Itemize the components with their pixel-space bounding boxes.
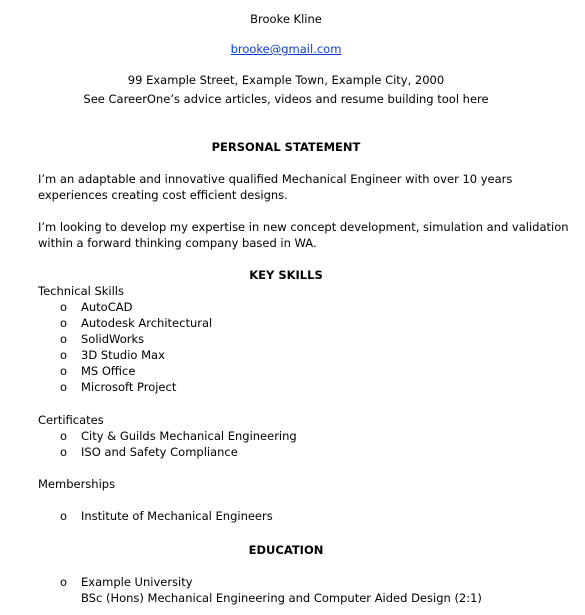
bullet-icon: o bbox=[60, 575, 68, 589]
certificate-item: City & Guilds Mechanical Engineering bbox=[81, 429, 297, 443]
bullet-icon: o bbox=[60, 348, 68, 362]
skill-item: 3D Studio Max bbox=[81, 348, 165, 362]
address: 99 Example Street, Example Town, Example City, 2000 bbox=[127, 73, 445, 87]
skill-item: Autodesk Architectural bbox=[81, 316, 213, 330]
skill-item: AutoCAD bbox=[81, 300, 133, 314]
statement-para2-line2: within a forward thinking company based in WA. bbox=[38, 236, 317, 250]
statement-para2-line1: I’m looking to develop my expertise in new concept development, simulation and validation bbox=[38, 220, 569, 234]
statement-para1-line1: I’m an adaptable and innovative qualified Mechanical Engineer with over 10 years bbox=[38, 172, 513, 186]
skill-item: Microsoft Project bbox=[81, 380, 177, 394]
bullet-icon: o bbox=[60, 445, 68, 459]
certificates-label: Certificates bbox=[38, 413, 104, 427]
email-line bbox=[0, 41, 572, 57]
skill-item: MS Office bbox=[81, 364, 136, 378]
bullet-icon: o bbox=[60, 300, 68, 314]
skill-item: SolidWorks bbox=[81, 332, 145, 346]
education-degree: BSc (Hons) Mechanical Engineering and Computer Aided Design (2:1) bbox=[81, 591, 482, 605]
statement-para1-line2: experiences creating cost efficient designs. bbox=[38, 188, 288, 202]
certificate-item: ISO and Safety Compliance bbox=[81, 445, 238, 459]
bullet-icon: o bbox=[60, 509, 68, 523]
bullet-icon: o bbox=[60, 380, 68, 394]
email-link[interactable]: brooke@gmail.com bbox=[230, 42, 342, 56]
memberships-label: Memberships bbox=[38, 477, 116, 491]
bullet-icon: o bbox=[60, 429, 68, 443]
technical-skills-label: Technical Skills bbox=[38, 284, 124, 298]
key-skills-heading: KEY SKILLS bbox=[249, 268, 323, 282]
education-institution: Example University bbox=[81, 575, 193, 589]
personal-statement-heading: PERSONAL STATEMENT bbox=[211, 140, 361, 154]
education-heading: EDUCATION bbox=[248, 543, 324, 557]
bullet-icon: o bbox=[60, 316, 68, 330]
bullet-icon: o bbox=[60, 364, 68, 378]
membership-item: Institute of Mechanical Engineers bbox=[81, 509, 273, 523]
candidate-name: Brooke Kline bbox=[250, 12, 322, 26]
bullet-icon: o bbox=[60, 332, 68, 346]
advice-note: See CareerOne’s advice articles, videos and resume building tool here bbox=[83, 92, 489, 106]
